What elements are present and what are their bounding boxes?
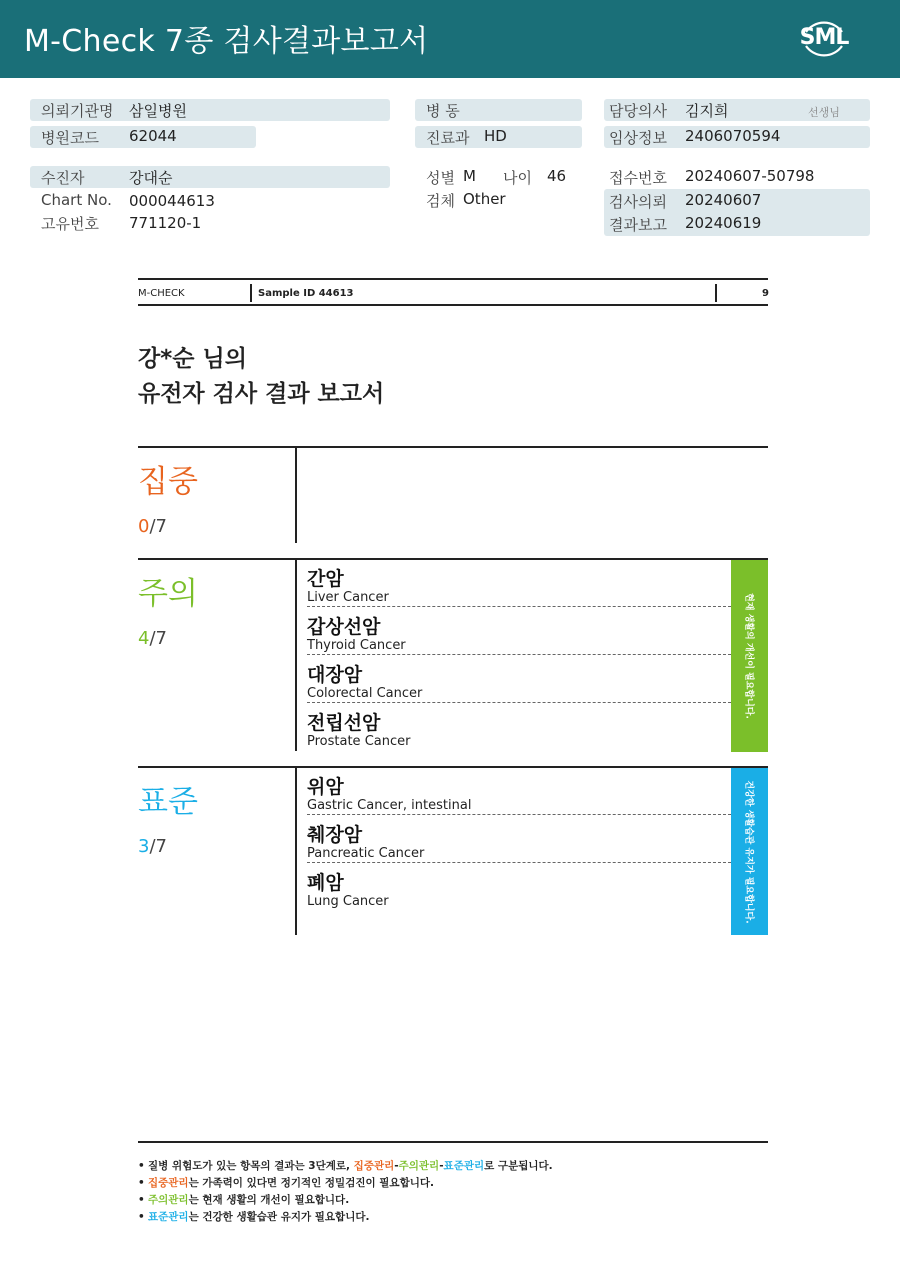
dashed-divider — [307, 814, 731, 815]
side-tag-label: 현재 생활의 개선이 필요합니다. — [743, 593, 753, 719]
doctor-label: 담당의사 — [609, 102, 667, 120]
divider — [250, 284, 252, 302]
list-item — [307, 866, 731, 914]
note-caution: 주의관리 — [398, 1160, 440, 1172]
note-text: 로 구분됩니다. — [484, 1160, 553, 1172]
department-value: HD — [484, 127, 507, 145]
ward-label: 병 동 — [426, 102, 460, 120]
count-total: /7 — [149, 516, 167, 537]
cancer-name-en: Liver Cancer — [307, 590, 389, 605]
footnotes — [138, 1158, 768, 1226]
divider — [138, 446, 768, 448]
sml-logo — [796, 12, 852, 66]
bullet: • — [138, 1160, 145, 1172]
receipt-value: 20240607-50798 — [685, 167, 815, 185]
brand-label: M-CHECK — [138, 288, 185, 299]
divider — [138, 766, 768, 768]
note-text: 는 가족력이 있다면 정기적인 정밀검진이 필요합니다. — [188, 1177, 434, 1189]
divider — [138, 558, 768, 560]
count-total: /7 — [149, 628, 167, 649]
note-text: 는 건강한 생활습관 유지가 필요합니다. — [188, 1211, 370, 1223]
sample-id: Sample ID 44613 — [258, 288, 354, 299]
patient-name-value: 강대순 — [129, 169, 173, 187]
dashed-divider — [307, 606, 731, 607]
divider — [138, 278, 768, 280]
caution-side-tag — [731, 560, 768, 752]
bullet: • — [138, 1211, 145, 1223]
dashed-divider — [307, 862, 731, 863]
cancer-name-en: Colorectal Cancer — [307, 686, 423, 701]
specimen-label: 검체 — [426, 192, 455, 210]
specimen-value: Other — [463, 190, 506, 208]
divider — [715, 284, 717, 302]
patient-label: 수진자 — [41, 169, 85, 187]
cancer-name-ko: 간암 — [307, 568, 344, 590]
age-value: 46 — [547, 167, 567, 185]
cancer-name-en: Pancreatic Cancer — [307, 846, 425, 861]
dashed-divider — [307, 654, 731, 655]
divider — [295, 767, 297, 935]
side-tag-label: 건강한 생활습관 유지가 필요합니다. — [743, 779, 753, 924]
note-dash: - — [394, 1160, 399, 1172]
greeting-line2: 유전자 검사 결과 보고서 — [138, 381, 385, 407]
list-item — [307, 610, 731, 658]
cancer-name-en: Thyroid Cancer — [307, 638, 406, 653]
clinical-value: 2406070594 — [685, 127, 781, 145]
hospital-code-label: 병원코드 — [41, 129, 99, 147]
divider — [138, 304, 768, 306]
note-focus: 집중관리 — [353, 1160, 395, 1172]
hospital-code-value: 62044 — [129, 127, 177, 145]
cancer-name-ko: 갑상선암 — [307, 616, 381, 638]
list-item — [307, 706, 731, 754]
category-standard-count — [138, 836, 167, 857]
age-label: 나이 — [503, 169, 532, 187]
count-number: 4 — [138, 628, 150, 649]
result-date-value: 20240619 — [685, 214, 762, 232]
note-4 — [138, 1209, 768, 1226]
note-1 — [138, 1158, 768, 1175]
report-title: M-Check 7종 검사결과보고서 — [24, 24, 429, 59]
list-item — [307, 658, 731, 706]
clinical-label: 임상정보 — [609, 129, 667, 147]
cancer-name-en: Lung Cancer — [307, 894, 389, 909]
list-item — [307, 562, 731, 610]
header-bar — [0, 0, 900, 78]
note-standard: 표준관리 — [443, 1160, 485, 1172]
sex-value: M — [463, 167, 476, 185]
category-focus-title: 집중 — [138, 464, 198, 500]
list-item — [307, 818, 731, 866]
institution-value: 삼일병원 — [129, 102, 187, 120]
dashed-divider — [307, 702, 731, 703]
count-number: 0 — [138, 516, 150, 537]
note-caution: 주의관리 — [148, 1194, 189, 1206]
greeting-line1: 강*순 님의 — [138, 346, 247, 372]
note-2 — [138, 1175, 768, 1192]
count-total: /7 — [149, 836, 167, 857]
request-date-value: 20240607 — [685, 191, 762, 209]
list-item — [307, 770, 731, 818]
standard-side-tag — [731, 768, 768, 935]
cancer-name-en: Prostate Cancer — [307, 734, 411, 749]
cancer-name-ko: 전립선암 — [307, 712, 381, 734]
bullet: • — [138, 1194, 145, 1206]
sex-label: 성별 — [426, 169, 455, 187]
note-dash: - — [439, 1160, 444, 1172]
note-standard: 표준관리 — [148, 1211, 189, 1223]
doctor-value: 김지희 — [685, 102, 729, 120]
divider — [295, 447, 297, 543]
doctor-honorific: 선생님 — [808, 106, 840, 119]
page-number: 9 — [762, 288, 769, 299]
cancer-name-ko: 폐암 — [307, 872, 344, 894]
category-caution-count — [138, 628, 167, 649]
greeting — [138, 342, 384, 412]
unique-no-value: 771120-1 — [129, 214, 202, 232]
category-focus-count — [138, 516, 167, 537]
cancer-name-ko: 대장암 — [307, 664, 363, 686]
note-text: 는 현재 생활의 개선이 필요합니다. — [188, 1194, 350, 1206]
institution-label: 의뢰기관명 — [41, 102, 114, 120]
note-3 — [138, 1192, 768, 1209]
logo-text: SML — [799, 25, 849, 50]
cancer-name-en: Gastric Cancer, intestinal — [307, 798, 472, 813]
chart-no-value: 000044613 — [129, 192, 215, 210]
unique-no-label: 고유번호 — [41, 215, 99, 233]
department-label: 진료과 — [426, 129, 470, 147]
cancer-name-ko: 위암 — [307, 776, 344, 798]
cancer-name-ko: 췌장암 — [307, 824, 363, 846]
divider — [138, 1141, 768, 1143]
count-number: 3 — [138, 836, 150, 857]
request-label: 검사의뢰 — [609, 193, 667, 211]
bullet: • — [138, 1177, 145, 1189]
divider — [295, 559, 297, 751]
note-focus: 집중관리 — [148, 1177, 189, 1189]
result-label: 결과보고 — [609, 216, 667, 234]
category-caution-title: 주의 — [138, 576, 198, 612]
note-text: 질병 위험도가 있는 항목의 결과는 3단계로, — [148, 1160, 354, 1172]
category-standard-title: 표준 — [138, 784, 198, 820]
receipt-label: 접수번호 — [609, 169, 667, 187]
chart-no-label: Chart No. — [41, 191, 112, 209]
